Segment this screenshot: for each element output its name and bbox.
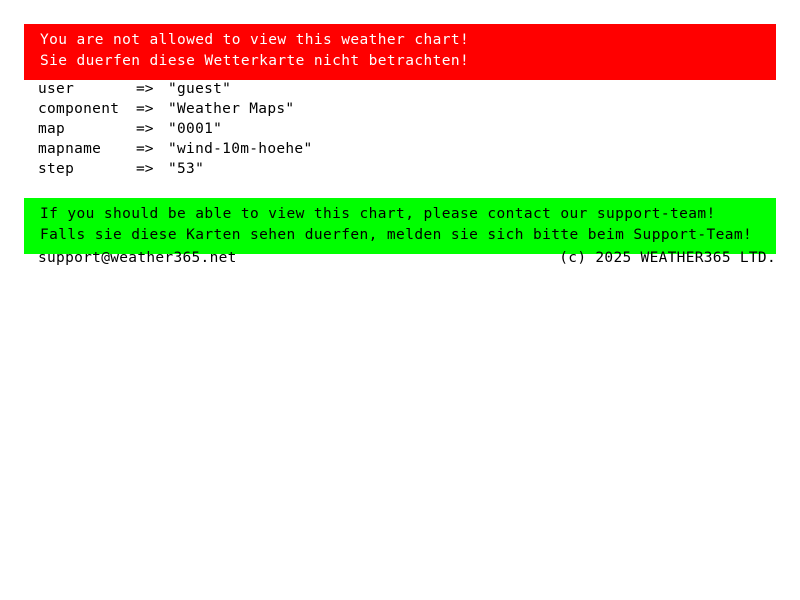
- parameter-value: "guest": [168, 81, 232, 97]
- parameter-row-mapname: [38, 139, 312, 159]
- copyright-text: (c) 2025 WEATHER365 LTD.: [559, 250, 776, 266]
- info-banner-line-en: If you should be able to view this chart, please contact our support-team!: [40, 206, 716, 222]
- parameter-value: "wind-10m-hoehe": [168, 141, 313, 157]
- parameter-key: step: [38, 161, 75, 177]
- parameter-key: map: [38, 121, 66, 137]
- parameter-arrow: =>: [136, 101, 154, 117]
- parameter-row-map: [38, 119, 312, 139]
- error-banner-line-en: You are not allowed to view this weather chart!: [40, 32, 470, 48]
- parameter-row-step: [38, 159, 312, 179]
- parameter-arrow: =>: [136, 161, 154, 177]
- parameter-list: [38, 79, 312, 179]
- parameter-arrow: =>: [136, 141, 154, 157]
- footer: [38, 250, 776, 266]
- support-email-link[interactable]: support@weather365.net: [38, 250, 237, 266]
- info-banner-line-de: Falls sie diese Karten sehen duerfen, melden sie sich bitte beim Support-Team!: [40, 227, 753, 243]
- parameter-value: "0001": [168, 121, 223, 137]
- error-banner: [24, 24, 776, 80]
- info-banner: [24, 198, 776, 254]
- parameter-key: user: [38, 81, 75, 97]
- error-banner-line-de: Sie duerfen diese Wetterkarte nicht betrachten!: [40, 53, 470, 69]
- parameter-value: "Weather Maps": [168, 101, 295, 117]
- parameter-row-component: [38, 99, 312, 119]
- parameter-key: component: [38, 101, 120, 117]
- parameter-key: mapname: [38, 141, 102, 157]
- parameter-row-user: [38, 79, 312, 99]
- parameter-value: "53": [168, 161, 205, 177]
- parameter-arrow: =>: [136, 121, 154, 137]
- parameter-arrow: =>: [136, 81, 154, 97]
